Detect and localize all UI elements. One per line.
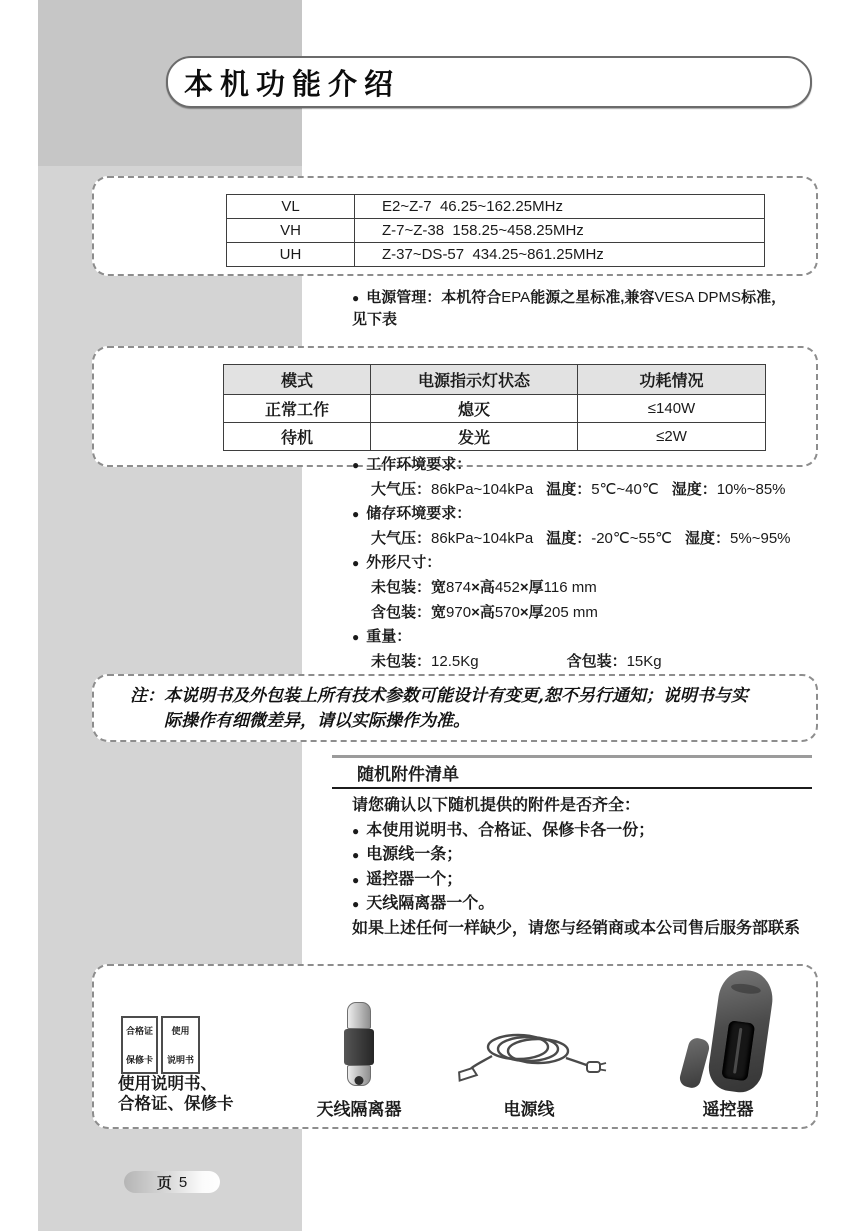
temp-label: 温度： [546, 480, 592, 498]
width-label: 宽 [431, 578, 447, 596]
header-cell: 模式 [224, 365, 371, 395]
packed-label: 含包装： [371, 603, 432, 621]
table-row [227, 243, 765, 267]
temp-value: -20℃~55℃ [591, 529, 673, 547]
hum-value: 10%~85% [716, 480, 786, 498]
weight-title-row [352, 625, 852, 650]
section-divider-thick [332, 755, 812, 758]
specifications-list [352, 453, 852, 674]
page-number-value: 5 [178, 1173, 188, 1191]
note-text [94, 676, 816, 734]
bullet-icon: ● [352, 630, 360, 645]
width-label: 宽 [431, 603, 447, 621]
documents-caption-line1: 使用说明书、 [118, 1075, 217, 1093]
temp-label: 温度： [546, 529, 592, 547]
list-item [352, 868, 832, 893]
unpacked-label: 未包装： [371, 652, 432, 670]
table-row [224, 395, 766, 423]
booklet-label: 说明书 [166, 1055, 194, 1065]
power-mode-table [223, 364, 766, 451]
mode-cell: 正常工作 [224, 395, 371, 423]
header-cell: 电源指示灯状态 [371, 365, 578, 395]
height-label: 高 [479, 578, 495, 596]
remote-caption: 遥控器 [702, 1100, 754, 1119]
booklet-label: 合格证 [125, 1026, 153, 1036]
power-management-label: 电源管理： [366, 289, 442, 306]
work-env-title-row [352, 453, 852, 478]
dimensions-packed-row [352, 601, 852, 626]
note-line2: 际操作有细微差异，请以实际操作为准。 [164, 711, 470, 731]
led-cell: 发光 [371, 423, 578, 451]
width-value: 874 [446, 578, 472, 596]
bullet-icon: ● [352, 556, 360, 571]
unpacked-label: 未包装： [371, 578, 432, 596]
band-cell: UH [227, 243, 355, 267]
power-cell: ≤2W [578, 423, 766, 451]
page-number-pill [124, 1171, 220, 1193]
isolator-top [347, 1002, 371, 1029]
power-management-line1 [352, 287, 827, 309]
power-cell: ≤140W [578, 395, 766, 423]
text-segment: 能源之星标准,兼容 [530, 289, 655, 306]
list-item-text: 本使用说明书、合格证、保修卡各一份； [366, 821, 655, 839]
times-sign: × [519, 603, 529, 621]
hum-label: 湿度： [685, 529, 731, 547]
atm-value: 86kPa~104kPa [431, 529, 534, 547]
height-value: 570 [494, 603, 520, 621]
header-cell: 功耗情况 [578, 365, 766, 395]
depth-value: 205 mm [543, 603, 598, 621]
isolator-connector [355, 1076, 364, 1085]
list-item [352, 819, 832, 844]
certificate-warranty-card-figure [121, 1016, 158, 1074]
table-row [227, 219, 765, 243]
text-segment: 本机符合 [441, 289, 502, 306]
note-line1: 注：本说明书及外包装上所有技术参数可能设计有变更,恕不另行通知；说明书与实 [130, 686, 748, 706]
work-env-title: 工作环境要求： [366, 456, 472, 473]
accessories-heading: 随机附件清单 [357, 765, 459, 784]
dimensions-unpacked-row [352, 576, 852, 601]
list-item-text: 天线隔离器一个。 [366, 895, 495, 912]
bullet-icon: ● [352, 872, 360, 887]
bullet-icon: ● [352, 823, 360, 838]
mode-cell: 待机 [224, 423, 371, 451]
times-sign: × [519, 578, 529, 596]
width-value: 970 [446, 603, 472, 621]
store-env-title: 储存环境要求： [366, 505, 472, 523]
bullet-icon: ● [352, 458, 360, 472]
times-sign: × [471, 603, 480, 621]
weight-title: 重量： [366, 628, 412, 646]
power-management-paragraph [352, 287, 827, 331]
range-cell: Z-7~Z-38 158.25~458.25MHz [355, 219, 765, 243]
store-env-title-row [352, 502, 852, 527]
list-item-text: 遥控器一个； [366, 870, 463, 888]
depth-label: 厚 [528, 578, 544, 596]
band-cell: VH [227, 219, 355, 243]
atm-label: 大气压： [371, 480, 432, 498]
packed-label: 含包装： [566, 652, 627, 670]
documents-caption-line2: 合格证、保修卡 [118, 1094, 234, 1113]
hum-label: 湿度： [671, 480, 717, 498]
dimensions-title: 外形尺寸： [366, 554, 442, 572]
atm-value: 86kPa~104kPa [431, 480, 534, 498]
bullet-icon: ● [352, 507, 360, 522]
remote-battery-rib [733, 1028, 742, 1074]
times-sign: × [471, 578, 480, 596]
list-item [352, 892, 832, 917]
booklet-label: 使用 [171, 1026, 190, 1036]
text-segment: VESA DPMS [654, 289, 742, 306]
depth-label: 厚 [528, 603, 544, 621]
band-cell: VL [227, 195, 355, 219]
page-number-label: 页 [156, 1173, 172, 1192]
page-title: 本机功能介绍 [184, 66, 401, 101]
remote-notch [730, 982, 761, 995]
height-label: 高 [479, 603, 495, 621]
section-divider-thin [332, 787, 812, 789]
text-segment: EPA [501, 289, 531, 306]
weight-values-row [352, 650, 852, 675]
booklet-label: 保修卡 [125, 1055, 153, 1065]
bullet-icon: ● [352, 897, 360, 911]
text-segment: 标准， [741, 289, 787, 306]
isolator-bottom [347, 1065, 371, 1086]
power-management-line2: 见下表 [352, 311, 398, 328]
list-item-text: 电源线一条； [366, 846, 463, 863]
documents-caption [118, 1075, 234, 1114]
accessories-list [352, 794, 832, 941]
work-env-values-row [352, 478, 852, 503]
isolator-band [344, 1029, 374, 1065]
list-item [352, 843, 832, 868]
remote-control-figure [684, 970, 784, 1100]
height-value: 452 [494, 578, 520, 596]
note-panel [92, 674, 818, 742]
table-row [224, 423, 766, 451]
store-env-values-row [352, 527, 852, 552]
hum-value: 5%~95% [730, 529, 791, 547]
temp-value: 5℃~40℃ [591, 480, 659, 498]
frequency-table [226, 194, 765, 267]
accessories-closing: 如果上述任何一样缺少，请您与经销商或本公司售后服务部联系 [352, 919, 801, 937]
remote-body [706, 967, 776, 1095]
page-title-box [166, 56, 812, 108]
range-cell: E2~Z-7 46.25~162.25MHz [355, 195, 765, 219]
power-cord-caption: 电源线 [503, 1100, 555, 1119]
atm-label: 大气压： [371, 529, 432, 547]
depth-value: 116 mm [543, 578, 597, 596]
bullet-icon: ● [352, 291, 360, 305]
range-cell: Z-37~DS-57 434.25~861.25MHz [355, 243, 765, 267]
bullet-icon: ● [352, 848, 360, 862]
accessories-intro: 请您确认以下随机提供的附件是否齐全： [352, 797, 641, 814]
user-manual-figure [161, 1016, 200, 1074]
antenna-isolator-figure [344, 1002, 374, 1086]
packed-weight: 15Kg [626, 652, 662, 670]
table-header-row [224, 365, 766, 395]
table-row [227, 195, 765, 219]
power-cord-figure [452, 1022, 608, 1086]
led-cell: 熄灭 [371, 395, 578, 423]
dimensions-title-row [352, 551, 852, 576]
remote-battery-slot [721, 1020, 755, 1081]
unpacked-weight: 12.5Kg [431, 652, 479, 670]
isolator-caption: 天线隔离器 [316, 1100, 402, 1119]
